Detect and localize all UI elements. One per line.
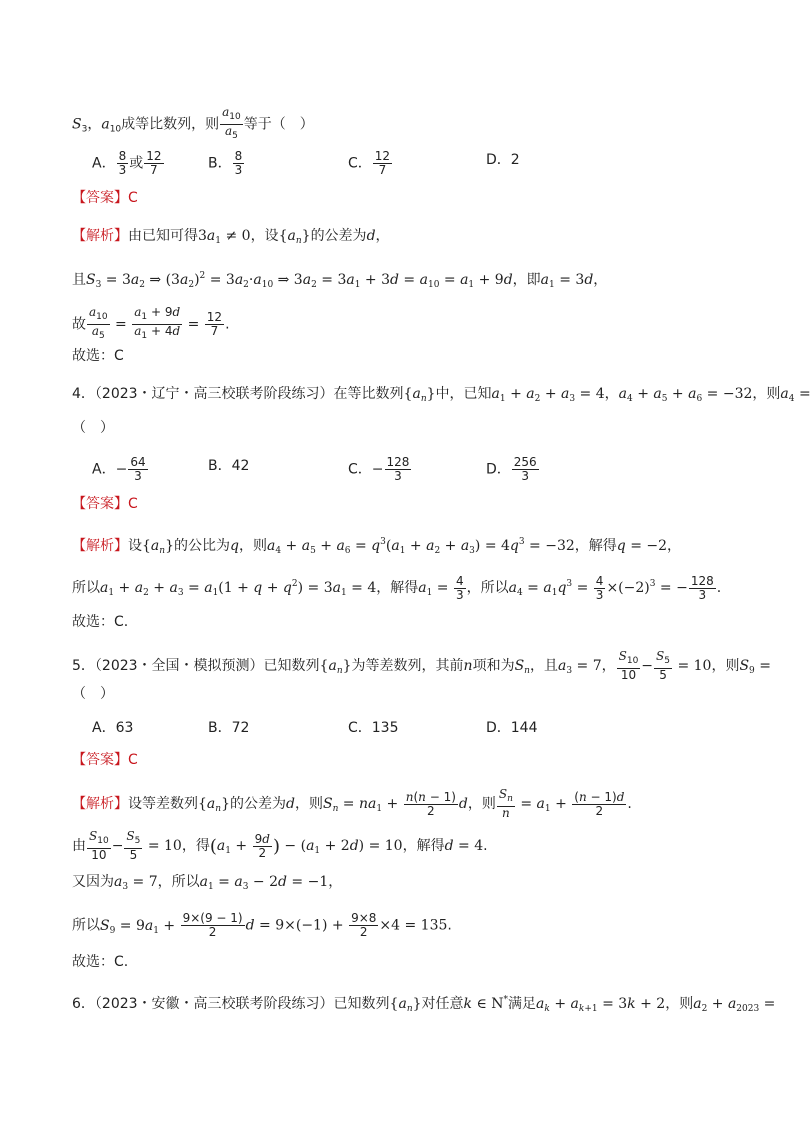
q4-analysis-line1: 【解析】设$\{a_n\}$的公比为q，则$a_4 + a_5 + a_6 = q^3(a_1 + a_2 + a_3) = 4q^3 = -32$，解得q = −2， xyxy=(72,537,682,556)
q3-option-a[interactable]: A． $\frac{8}{3}$ 或 $\frac{12}{7}$ xyxy=(92,149,162,177)
q3-option-b[interactable]: B． $\frac{8}{3}$ xyxy=(208,149,243,177)
q5-stem: 5．（2023・全国・模拟预测）已知数列$\{a_n\}$为等差数列，其前n项和为$S_n$，且$a_3 = 7$， $\frac{S_{10}}{10}$ − $\frac{S_5}{5}$ = 10，则$S_9$ = xyxy=(72,649,771,682)
q4-option-b[interactable]: B．42 xyxy=(208,458,250,474)
q4-answer: 【答案】C xyxy=(72,496,138,512)
q5-paren: （ ） xyxy=(72,686,114,702)
q3-analysis-line2: 且$S_3 = 3a_2$ ⇒ $(3a_2)^2 = 3a_2\cdot a_{10}$ ⇒ $3a_2 = 3a_1 + 3d = a_{10} = a_1 + 9d$，即$a_1 = 3d$， xyxy=(72,271,608,290)
q3-option-d[interactable]: D．2 xyxy=(486,152,520,168)
q3-analysis-line3: 故 $\frac{a_{10}}{a_5}$ = $\frac{a_1 + 9d}{a_1 + 4d}$ = $\frac{12}{7}$ . xyxy=(72,305,230,341)
q4-option-a[interactable]: A．− $\frac{64}{3}$ xyxy=(92,455,146,483)
q5-option-d[interactable]: D．144 xyxy=(486,720,538,736)
q3-analysis-line1: 【解析】由已知可得$3a_1 \ne 0$，设$\{a_n\}$的公差为d， xyxy=(72,228,390,246)
q6-stem: 6．（2023・安徽・高三校联考阶段练习）已知数列$\{a_n\}$对任意k ∈ N*满足$a_k + a_{k+1} = 3k + 2$，则$a_2 + a_{2023}$ = xyxy=(72,995,776,1014)
q4-option-d[interactable]: D． $\frac{256}{3}$ xyxy=(486,455,537,483)
q4-option-c[interactable]: C．− $\frac{128}{3}$ xyxy=(348,455,410,483)
q3-answer: 【答案】C xyxy=(72,190,138,206)
q5-option-a[interactable]: A．63 xyxy=(92,720,134,736)
q5-conclusion: 故选：C. xyxy=(72,954,129,970)
q4-analysis-line2: 所以$a_1 + a_2 + a_3 = a_1(1 + q + q^2) = 3a_1 = 4$，解得$a_1$ = $\frac{4}{3}$ ，所以$a_4 = a_1q^3$ = $\frac{4}{3}$ $\times(-2)^3$ = − $\frac{128}{3}$ . xyxy=(72,573,722,602)
q4-conclusion: 故选：C. xyxy=(72,614,129,630)
q5-answer: 【答案】C xyxy=(72,752,138,768)
q5-analysis-line4: 所以$S_9 = 9a_1$ + $\frac{9\times(9 - 1)}{2}$ d = 9×(−1) + $\frac{9\times 8}{2}$ ×4 = 135. xyxy=(72,911,452,939)
q5-analysis-line3: 又因为$a_3 = 7$，所以$a_1 = a_3 - 2d = -1$， xyxy=(72,874,343,892)
q5-option-b[interactable]: B．72 xyxy=(208,720,250,736)
q4-stem: 4．（2023・辽宁・高三校联考阶段练习）在等比数列$\{a_n\}$中，已知$a_1 + a_2 + a_3 = 4$，$a_4 + a_5 + a_6 = -32$，则$a_4$ = xyxy=(72,386,811,404)
q5-option-c[interactable]: C．135 xyxy=(348,720,399,736)
q4-paren: （ ） xyxy=(72,420,114,436)
q5-analysis-line1: 【解析】设等差数列$\{a_n\}$的公差为d，则$S_n = na_1$ + $\frac{n(n - 1)}{2}$ d，则 $\frac{S_n}{n}$ = $a_1$ + $\frac{(n - 1)d}{2}$ . xyxy=(72,787,632,820)
q3-stem: $S_3$，$a_{10}$成等比数列，则 $\frac{a_{10}}{a_5}$ 等于（ ） xyxy=(72,105,314,141)
q5-analysis-line2: 由 $\frac{S_{10}}{10}$ − $\frac{S_5}{5}$ = 10，得($a_1$ + $\frac{9d}{2}$ ) − $(a_1 + 2d) = 10$，解得d = 4. xyxy=(72,829,488,862)
q3-option-c[interactable]: C． $\frac{12}{7}$ xyxy=(348,149,391,177)
q3-conclusion: 故选：C xyxy=(72,348,124,364)
